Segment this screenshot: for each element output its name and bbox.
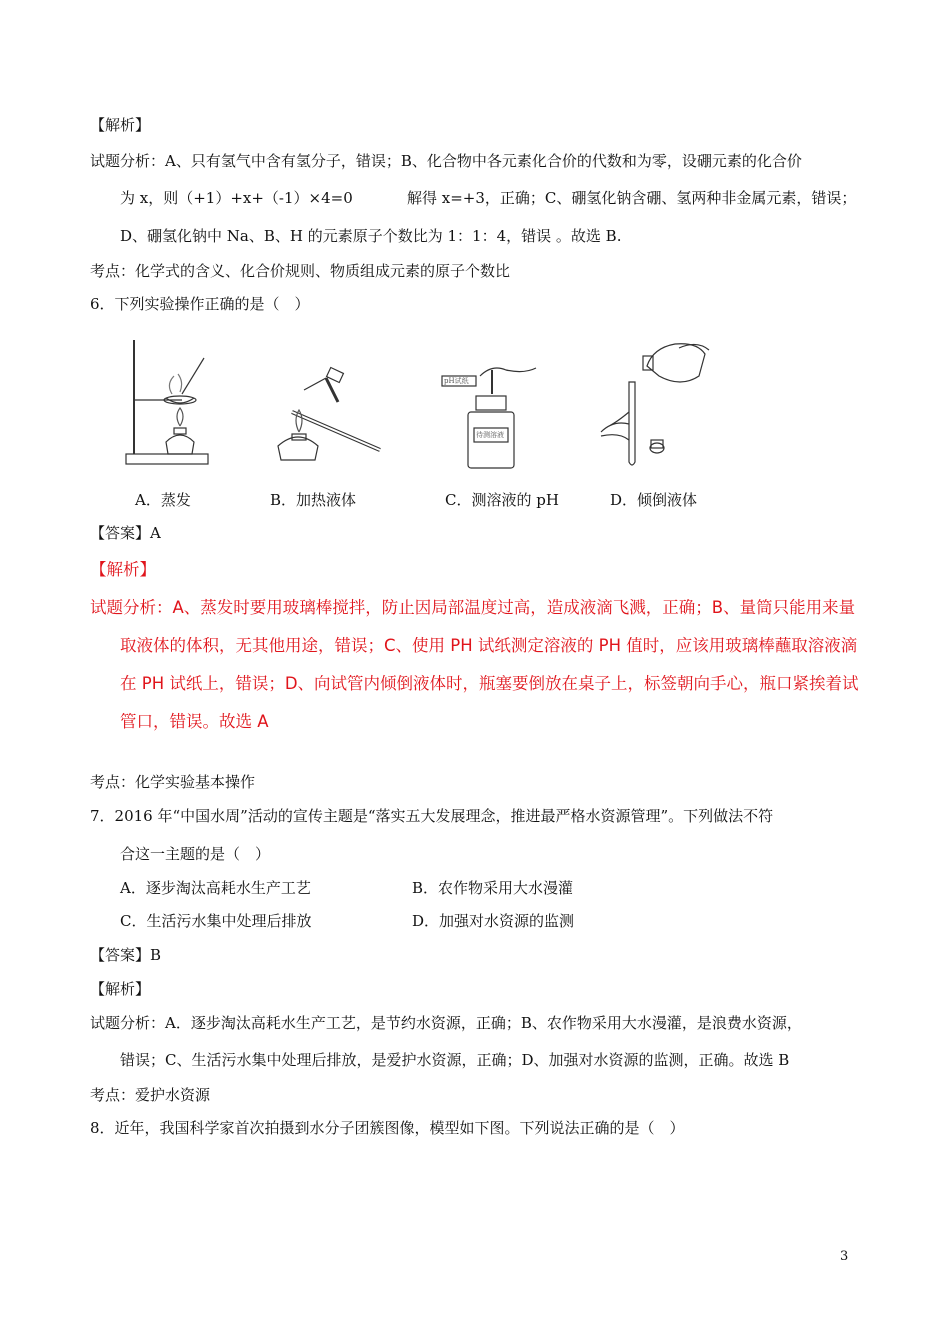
- page-number: 3: [840, 1249, 849, 1264]
- q7-answer: 【答案】B: [90, 946, 162, 964]
- figure-heating-liquid: [272, 350, 387, 470]
- q7-jiexi-label: 【解析】: [90, 980, 151, 998]
- q6-option-d: D．倾倒液体: [610, 491, 698, 509]
- q6-answer: 【答案】A: [90, 524, 161, 542]
- q5-jiexi-label: 【解析】: [90, 116, 151, 134]
- q6-kaodian: 考点：化学实验基本操作: [90, 773, 256, 791]
- q5-analysis-line-2b: 解得 x=+3，正确；C、硼氢化钠含硼、氢两种非金属元素，错误；: [407, 189, 857, 207]
- ph-paper-label: pH试纸: [444, 377, 469, 385]
- q7-stem-line-1: 7．2016 年“中国水周”活动的宣传主题是“落实五大发展理念，推进最严格水资源管理”。下列做法不符: [90, 807, 774, 825]
- q7-option-c: C．生活污水集中处理后排放: [120, 912, 312, 930]
- q7-option-d: D．加强对水资源的监测: [412, 912, 575, 930]
- q6-option-c: C．测溶液的 pH: [445, 491, 559, 509]
- q6-analysis-line-1: 试题分析：A、蒸发时要用玻璃棒搅拌，防止因局部温度过高，造成液滴飞溅，正确；B、量筒只能用来量: [90, 598, 856, 617]
- q7-option-a: A．逐步淘汰高耗水生产工艺: [120, 879, 311, 897]
- q8-stem: 8．近年，我国科学家首次拍摄到水分子团簇图像，模型如下图。下列说法正确的是（ ）: [90, 1119, 685, 1137]
- q6-analysis-line-2: 取液体的体积，无其他用途，错误；C、使用 PH 试纸测定溶液的 PH 值时，应该用玻璃棒蘸取溶液滴: [120, 636, 858, 655]
- q6-analysis-line-4: 管口，错误。故选 A: [120, 712, 269, 731]
- q7-stem-line-2: 合这一主题的是（ ）: [120, 845, 271, 863]
- q7-kaodian: 考点：爱护水资源: [90, 1086, 211, 1104]
- q6-stem: 6．下列实验操作正确的是（ ）: [90, 295, 310, 313]
- q6-option-a: A．蒸发: [135, 491, 191, 509]
- q6-option-b: B．加热液体: [270, 491, 357, 509]
- q5-analysis-line-1: 试题分析：A、只有氢气中含有氢分子，错误；B、化合物中各元素化合价的代数和为零，设硼元素的化合价: [90, 152, 802, 170]
- figure-evaporation: [122, 336, 212, 468]
- q6-analysis-line-3: 在 PH 试纸上，错误；D、向试管内倾倒液体时，瓶塞要倒放在桌子上，标签朝向手心，瓶口紧挨着试: [120, 674, 859, 693]
- figure-pouring-liquid: [595, 336, 720, 470]
- q5-analysis-line-2a: 为 x，则（+1）+x+（-1）×4=0: [120, 189, 353, 207]
- q5-kaodian: 考点：化学式的含义、化合价规则、物质组成元素的原子个数比: [90, 262, 511, 280]
- q6-jiexi-label: 【解析】: [90, 560, 156, 579]
- q7-analysis-line-2: 错误；C、生活污水集中处理后排放，是爱护水资源，正确；D、加强对水资源的监测，正确。故选 B: [120, 1051, 790, 1069]
- figure-measure-ph: [440, 362, 545, 470]
- q5-analysis-line-3: D、硼氢化钠中 Na、B、H 的元素原子个数比为 1：1：4，错误 。故选 B.: [120, 227, 622, 245]
- q7-option-b: B．农作物采用大水漫灌: [412, 879, 574, 897]
- bottle-label: 待测溶液: [476, 431, 504, 439]
- q7-analysis-line-1: 试题分析：A．逐步淘汰高耗水生产工艺，是节约水资源，正确；B、农作物采用大水漫灌，是浪费水资源，: [90, 1014, 802, 1032]
